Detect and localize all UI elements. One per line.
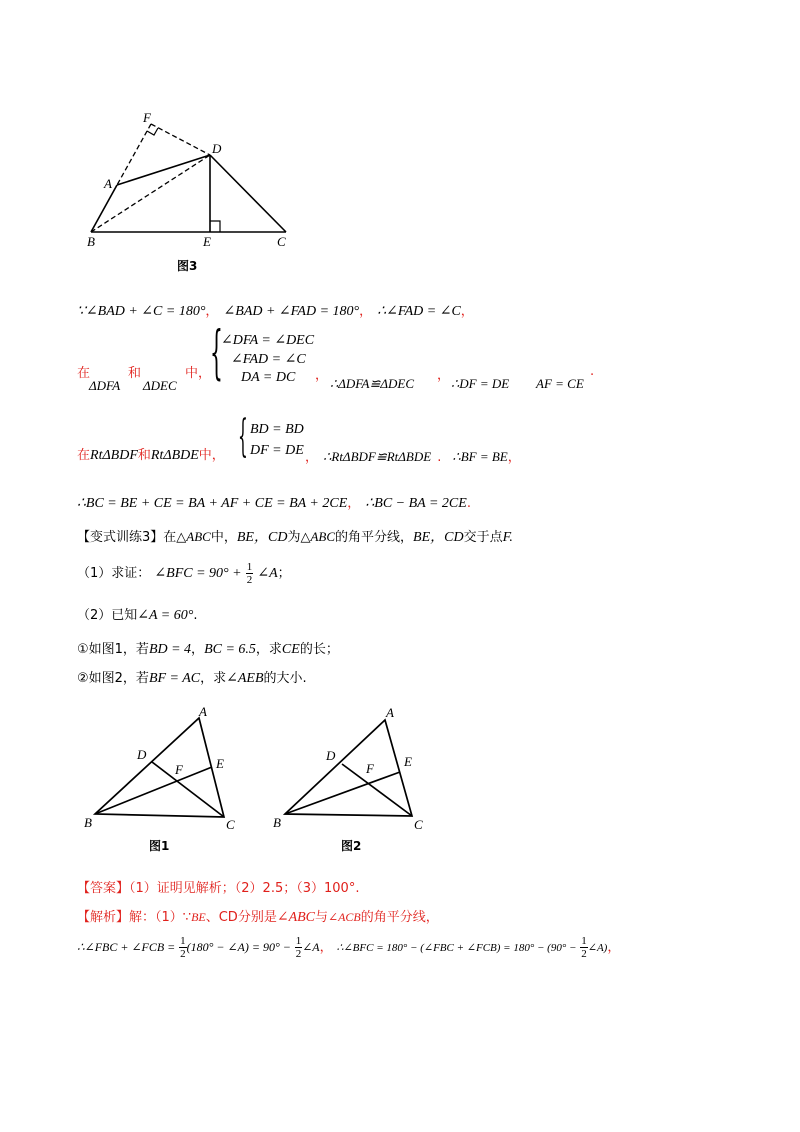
proof-2-tri2: ΔDEC <box>143 378 177 393</box>
fraction-half: $\frac{1}{2}$ <box>246 561 253 586</box>
fig3-label-E: E <box>203 234 211 249</box>
proof-3-rt2: RtΔBDE <box>150 448 199 463</box>
brace-2: { <box>238 411 248 462</box>
proof-2-sys-1: ∠FAD = ∠C <box>231 352 306 367</box>
fig1-label-A: A <box>199 704 207 719</box>
proof-2-c2: ， <box>437 368 451 383</box>
proof-2-zai: 在 <box>77 366 91 381</box>
question-2: （2）已知∠A = 60°. <box>77 608 198 623</box>
subquestion-2: ②如图2，若BF = AC，求∠AEB的大小. <box>77 671 307 686</box>
proof-2-dot: . <box>590 364 595 379</box>
proof-line-1: ∵∠BAD + ∠C = 180°， ∠BAD + ∠FAD = 180°， ∴∠FAD = ∠C， <box>77 304 474 319</box>
fig2-label-D: D <box>326 748 336 763</box>
variant-statement: 【变式训练3】在△ABC中，BE，CD为△ABC的角平分线，BE，CD交于点F. <box>77 529 513 545</box>
fig3-label-F: F <box>143 110 151 125</box>
fig2-label-C: C <box>414 817 423 832</box>
fig2-caption: 图2 <box>341 839 362 853</box>
proof-2-sys-0: ∠DFA = ∠DEC <box>221 333 315 348</box>
proof-2-tri1: ΔDFA <box>89 378 121 393</box>
proof-2-sys-2: DA = DC <box>241 370 296 385</box>
analysis-line-2: ∴∠FBC + ∠FCB = $\frac{1}{2}$ (180° − ∠A) = 90° − $\frac{1}{2}$ ∠A， ∴∠BFC = 180° − (∠FBC + ∠FCB) = 180° − (90° − $\frac{1}{2}$ ∠A)， <box>77 935 621 960</box>
fig3-label-C: C <box>277 234 286 249</box>
proof-line-4: ∴BC = BE + CE = BA + AF + CE = BA + 2CE， ∴BC − BA = 2CE. <box>77 496 471 511</box>
proof-2-zhong: 中， <box>185 366 212 381</box>
subquestion-1: ①如图1，若BD = 4，BC = 6.5，求CE的长； <box>77 642 339 657</box>
proof-1b: ∠BAD + ∠FAD = 180° <box>223 304 360 319</box>
proof-3-tail: ， ∴RtΔBDF≌RtΔBDE . ∴BF = BE， <box>305 449 521 465</box>
proof-3-eq: ∴BF = BE <box>452 449 508 464</box>
fig1-caption: 图1 <box>149 839 170 853</box>
proof-4a: ∴BC = BE + CE = BA + AF + CE = BA + 2CE <box>77 496 348 511</box>
proof-3-rt1: RtΔBDF <box>90 448 138 463</box>
fig2-label-F: F <box>366 761 374 776</box>
fig3-label-B: B <box>87 234 95 249</box>
fig1-label-F: F <box>175 762 183 777</box>
fig3-label-A: A <box>104 176 112 191</box>
answer-label: 【答案】 <box>77 881 130 896</box>
proof-1a: ∵∠BAD + ∠C = 180° <box>77 304 206 319</box>
fig3-label-D: D <box>212 141 222 156</box>
fig1-label-D: D <box>137 747 147 762</box>
fig1-BE <box>95 767 212 814</box>
fig2-label-B: B <box>273 815 281 830</box>
fig3-caption: 图3 <box>177 259 198 273</box>
proof-3-sys-1: DF = DE <box>250 443 304 458</box>
fig1-CD <box>152 762 224 817</box>
proof-2-eq2: AF = CE <box>536 376 584 391</box>
analysis-label: 【解析】 <box>77 910 130 925</box>
answer-line <box>77 877 359 896</box>
proof-2-eq: ∴DF = DE <box>451 376 510 391</box>
proof-3-congr: ∴RtΔBDF≌RtΔBDE <box>323 449 432 464</box>
proof-2-he: 和 <box>128 366 142 381</box>
analysis-line-1: 【解析】解：（1）∵BE、CD分别是∠ABC与∠ACB的角平分线， <box>77 910 439 925</box>
proof-line-3: 在RtΔBDF和RtΔBDE中， <box>77 448 225 463</box>
proof-4b: ∴BC − BA = 2CE <box>365 496 467 511</box>
fig2-label-A: A <box>386 705 394 720</box>
fig2-BE <box>285 772 400 814</box>
fig1-label-C: C <box>226 817 235 832</box>
proof-1c: ∴∠FAD = ∠C <box>377 304 461 319</box>
question-1: （1）求证： ∠BFC = 90° + $\frac{1}{2}$ ∠A； <box>77 561 291 586</box>
proof-2-congr: ∴ΔDFA≌ΔDEC <box>330 376 415 391</box>
proof-3-sys-0: BD = BD <box>250 422 304 437</box>
fig2-label-E: E <box>404 754 412 769</box>
brace-1: { <box>210 318 223 386</box>
variant-title: 【变式训练3】 <box>77 530 164 545</box>
answer-text: （1）证明见解析；（2）2.5；（3）100°. <box>129 881 360 896</box>
proof-2-c1: ， <box>315 368 329 383</box>
fig1-label-B: B <box>84 815 92 830</box>
fig1-label-E: E <box>216 756 224 771</box>
